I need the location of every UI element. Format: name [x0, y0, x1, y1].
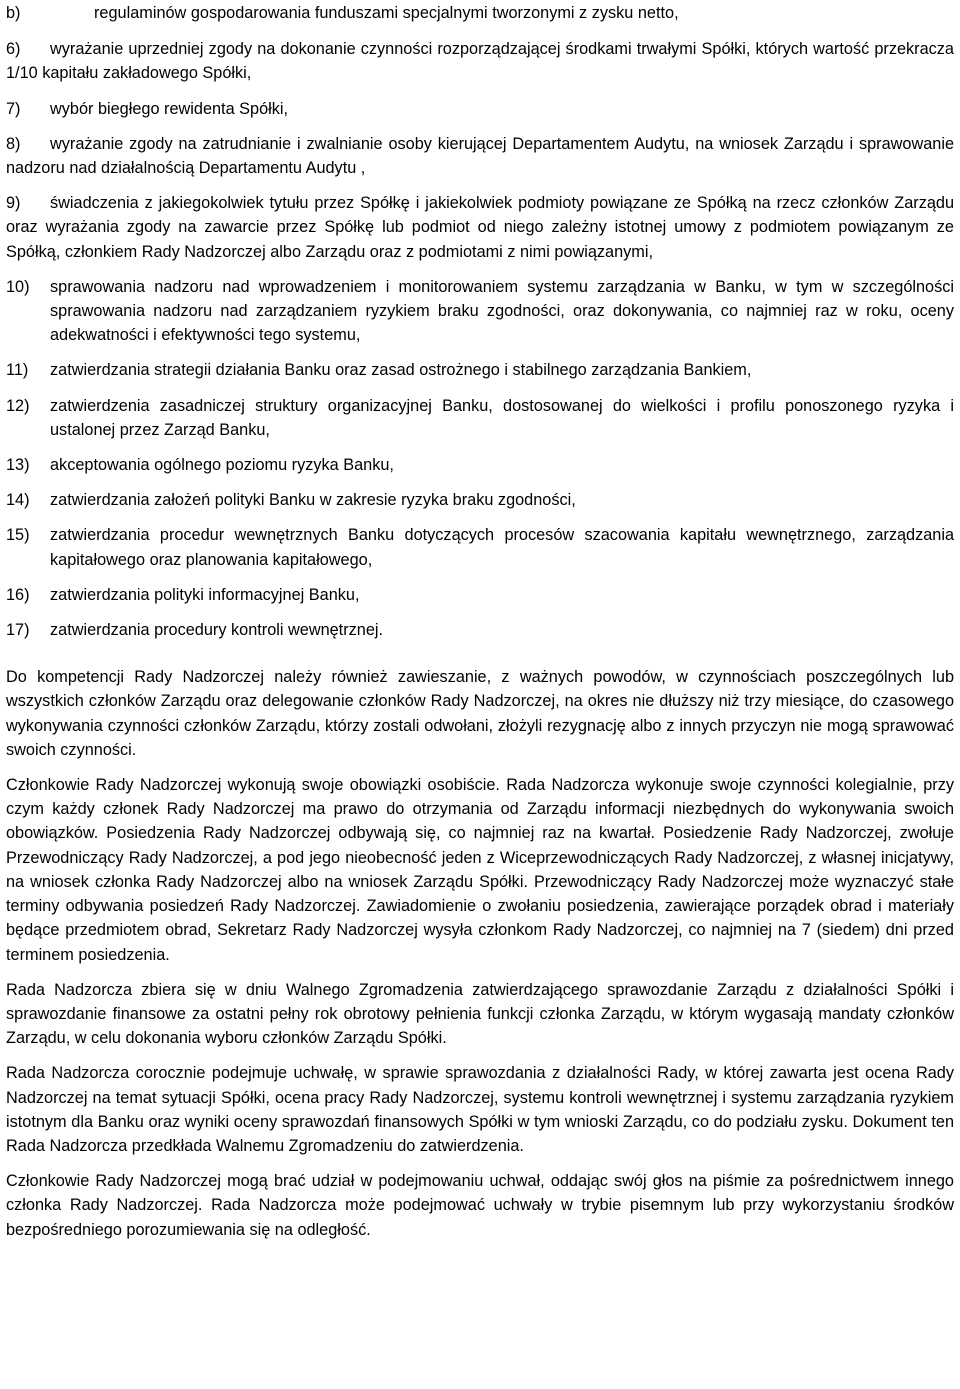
paragraph-members-duties: Członkowie Rady Nadzorczej wykonują swoje obowiązki osobiście. Rada Nadzorcza wykonuje swoje czynności kolegialnie, przy czym każdy członek Rady Nadzorczej ma prawo do otrzymania od Zarządu informacji niezbędnych do wykonywania swoich obowiązków. Posiedzenia Rady Nadzorczej odbywają się, co najmniej raz na kwartał. Posiedzenie Rady Nadzorczej, zwołuje Przewodniczący Rady Nadzorczej, a pod jego nieobecność jeden z Wiceprzewodniczących Rady Nadzorczej, z własnej inicjatywy, na wniosek członka Rady Nadzorczej albo na wniosek Zarządu Spółki. Przewodniczący Rady Nadzorczej może wyznaczyć stałe terminy odbywania posiedzeń Rady Nadzorczej. Zawiadomienie o zwołaniu posiedzenia, zawierające porządek obrad i materiały będące przedmiotem obrad, Sekretarz Rady Nadzorczej wysyła członkom Rady Nadzorczej, co najmniej na 7 (siedem) dni przed terminem posiedzenia. — [6, 776, 954, 964]
list-item-17 — [6, 618, 954, 642]
paragraph-board-election: Rada Nadzorcza zbiera się w dniu Walnego Zgromadzenia zatwierdzającego sprawozdanie Zarządu z działalności Spółki i sprawozdanie finansowe za ostatni pełny rok obrotowy pełnienia funkcji członka Zarządu, w którym wygasają mandaty członków Zarządu, w celu dokonania wyboru członków Zarządu Spółki. — [6, 980, 954, 1048]
document-page — [0, 1, 960, 1389]
list-item-13 — [6, 453, 954, 477]
list-item-text: sprawowania nadzoru nad wprowadzeniem i monitorowaniem systemu zarządzania w Banku, w tym w szczególności sprawowania nadzoru nad zarządzaniem ryzykiem braku zgodności, oraz dokonywania, co najmniej raz w roku, oceny adekwatności i efektywności tego systemu, — [50, 277, 954, 345]
paragraph-suspension: Do kompetencji Rady Nadzorczej należy również zawieszanie, z ważnych powodów, w czynnościach poszczególnych lub wszystkich członków Zarządu oraz delegowanie członków Rady Nadzorczej, na okres nie dłuższy niż trzy miesiące, do czasowego wykonywania czynności członków Zarządu, którzy zostali odwołani, złożyli rezygnację albo z innych przyczyn nie mogą sprawować swoich czynności. — [6, 668, 954, 759]
list-item-number: 17) — [6, 621, 30, 640]
list-item-8 — [6, 132, 954, 180]
list-item-11 — [6, 358, 954, 382]
list-item-number: 16) — [6, 585, 30, 604]
list-item-text: zatwierdzania polityki informacyjnej Banku, — [50, 585, 360, 604]
list-item-text: zatwierdzenia zasadniczej struktury organizacyjnej Banku, dostosowanej do wielkości i profilu ponoszonego ryzyka i ustalonej przez Zarząd Banku, — [50, 396, 954, 439]
list-item-7 — [6, 97, 954, 121]
list-item-number: 14) — [6, 491, 30, 510]
list-item-number: b) — [6, 4, 21, 22]
list-item-9 — [6, 191, 954, 264]
list-item-text: regulaminów gospodarowania funduszami specjalnymi tworzonymi z zysku netto, — [94, 4, 679, 22]
list-item-text: świadczenia z jakiegokolwiek tytułu przez Spółkę i jakiekolwiek podmioty powiązane ze Spółką na rzecz członków Zarządu oraz wyrażania zgody na zawarcie przez Spółkę lub podmiot od niego zależny istotnej umowy z podmiotem powiązanym ze Spółką, członkiem Rady Nadzorczej albo Zarządu oraz z podmiotami z nimi powiązanymi, — [6, 194, 954, 261]
list-item-number: 9) — [6, 194, 21, 213]
list-item-number: 6) — [6, 40, 21, 59]
paragraph-written-voting: Członkowie Rady Nadzorczej mogą brać udział w podejmowaniu uchwał, oddając swój głos na piśmie za pośrednictwem innego członka Rady Nadzorczej. Rada Nadzorcza może podejmować uchwały w trybie pisemnym lub przy wykorzystaniu środków bezpośredniego porozumiewania się na odległość. — [6, 1172, 954, 1239]
list-item-number: 15) — [6, 526, 30, 545]
list-item-number: 12) — [6, 396, 30, 415]
list-item-text: zatwierdzania strategii działania Banku oraz zasad ostrożnego i stabilnego zarządzania Bankiem, — [50, 361, 752, 380]
list-item-16 — [6, 583, 954, 607]
list-item-number: 13) — [6, 456, 30, 475]
list-item-text: akceptowania ogólnego poziomu ryzyka Banku, — [50, 456, 394, 475]
list-item-number: 11) — [6, 361, 29, 380]
paragraph-annual-resolution: Rada Nadzorcza corocznie podejmuje uchwałę, w sprawie sprawozdania z działalności Rady, w której zawarta jest ocena Rady Nadzorczej na temat sytuacji Spółki, ocena pracy Rady Nadzorczej, systemu kontroli wewnętrznej i systemu zarządzania ryzykiem istotnym dla Banku oraz wyniki oceny sprawozdań finansowych Spółki w tym wnioski Zarządu, co do podziału zysku. Dokument ten Rada Nadzorcza przedkłada Walnemu Zgromadzeniu do zatwierdzenia. — [6, 1064, 954, 1155]
list-item-b — [6, 1, 954, 25]
list-item-15 — [6, 523, 954, 571]
list-item-number: 10) — [6, 277, 30, 296]
list-item-text: zatwierdzania założeń polityki Banku w zakresie ryzyka braku zgodności, — [50, 491, 576, 510]
list-item-text: wybór biegłego rewidenta Spółki, — [50, 99, 289, 118]
list-item-number: 8) — [6, 134, 21, 153]
list-item-text: wyrażanie zgody na zatrudnianie i zwalnianie osoby kierującej Departamentem Audytu, na wniosek Zarządu i sprawowanie nadzoru nad działalnością Departamentu Audytu , — [6, 134, 954, 178]
list-item-12 — [6, 394, 954, 442]
list-item-text: wyrażanie uprzedniej zgody na dokonanie czynności rozporządzającej środkami trwałymi Spółki, których wartość przekracza 1/10 kapitału zakładowego Spółki, — [6, 40, 954, 83]
list-item-10 — [6, 275, 954, 348]
list-item-6 — [6, 37, 954, 85]
list-item-text: zatwierdzania procedur wewnętrznych Banku dotyczących procesów szacowania kapitału wewnętrznego, zarządzania kapitałowego oraz planowania kapitałowego, — [50, 526, 954, 569]
list-item-number: 7) — [6, 99, 21, 118]
list-item-text: zatwierdzania procedury kontroli wewnętrznej. — [50, 621, 384, 640]
list-item-14 — [6, 488, 954, 512]
